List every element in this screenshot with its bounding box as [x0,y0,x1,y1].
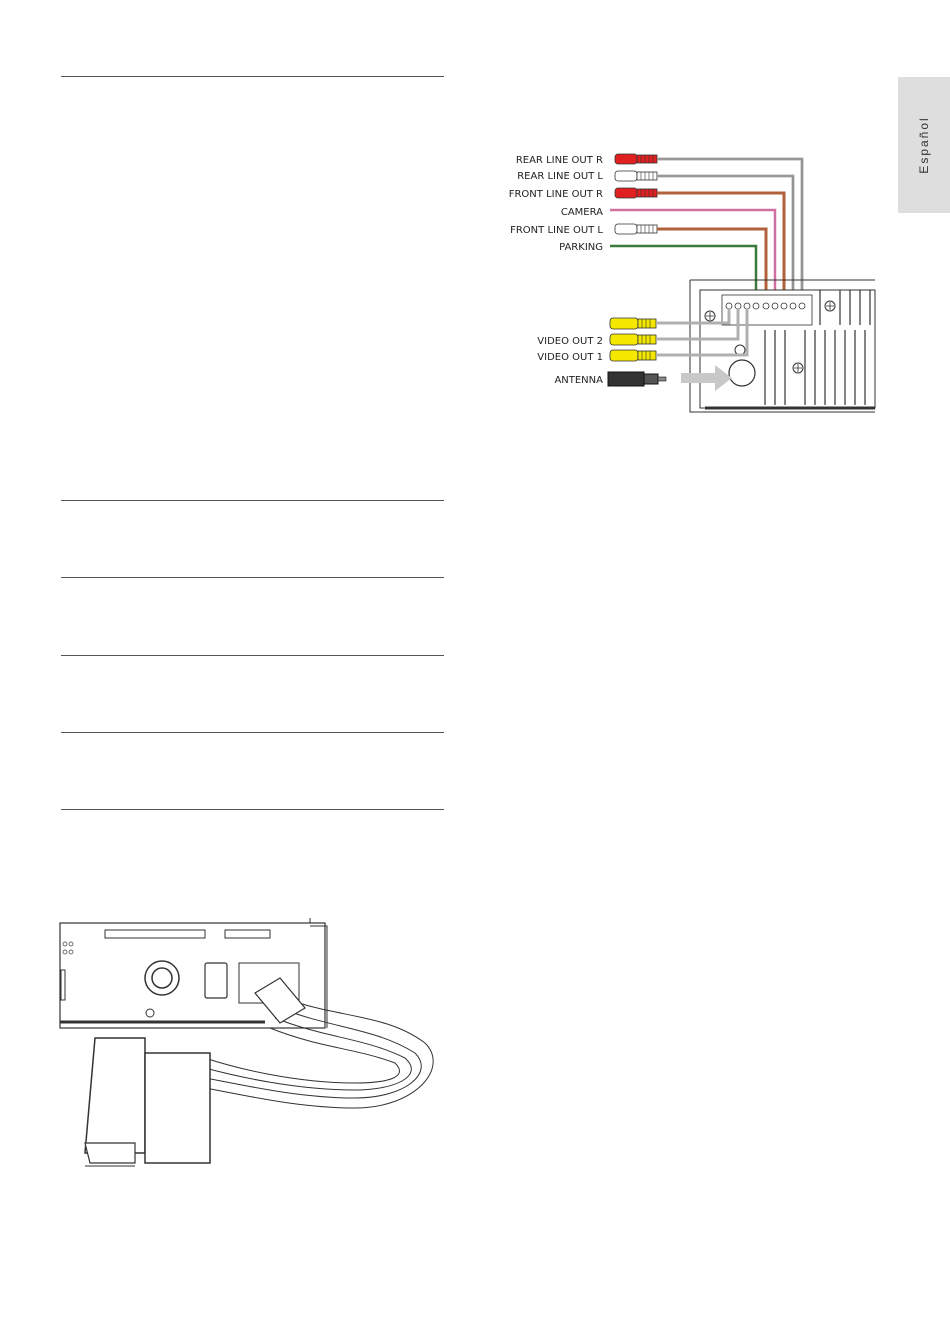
wiring-harness-illustration [55,918,440,1180]
section-divider [61,577,444,578]
rca-plug-front-r [615,188,657,198]
label-video-out-1: VIDEO OUT 1 [537,352,603,363]
rca-plug-front-l [615,224,657,234]
rca-plug-rear-r [615,154,657,164]
section-divider [61,500,444,501]
section-divider [61,732,444,733]
label-front-line-out-r: FRONT LINE OUT R [508,189,603,200]
section-divider [61,655,444,656]
label-antenna: ANTENNA [554,375,603,386]
label-rear-line-out-r: REAR LINE OUT R [515,155,603,166]
section-divider [61,76,444,77]
antenna-plug [608,372,666,386]
label-rear-line-out-l: REAR LINE OUT L [517,171,603,182]
label-video-out-2: VIDEO OUT 2 [537,336,603,347]
rca-plug-rear-l [615,171,657,181]
language-tab-label: Español [917,116,931,174]
iso-connector [85,1038,210,1166]
head-unit-rear [690,280,875,412]
label-parking: PARKING [559,242,603,253]
rear-connection-diagram [500,140,880,430]
rca-plug-video-out-1 [610,350,656,361]
rca-plug-video-top [610,318,656,329]
label-camera: CAMERA [560,207,603,218]
label-front-line-out-l: FRONT LINE OUT L [510,225,603,236]
rca-plug-video-out-2 [610,334,656,345]
language-tab[interactable] [898,77,950,213]
section-divider [61,809,444,810]
